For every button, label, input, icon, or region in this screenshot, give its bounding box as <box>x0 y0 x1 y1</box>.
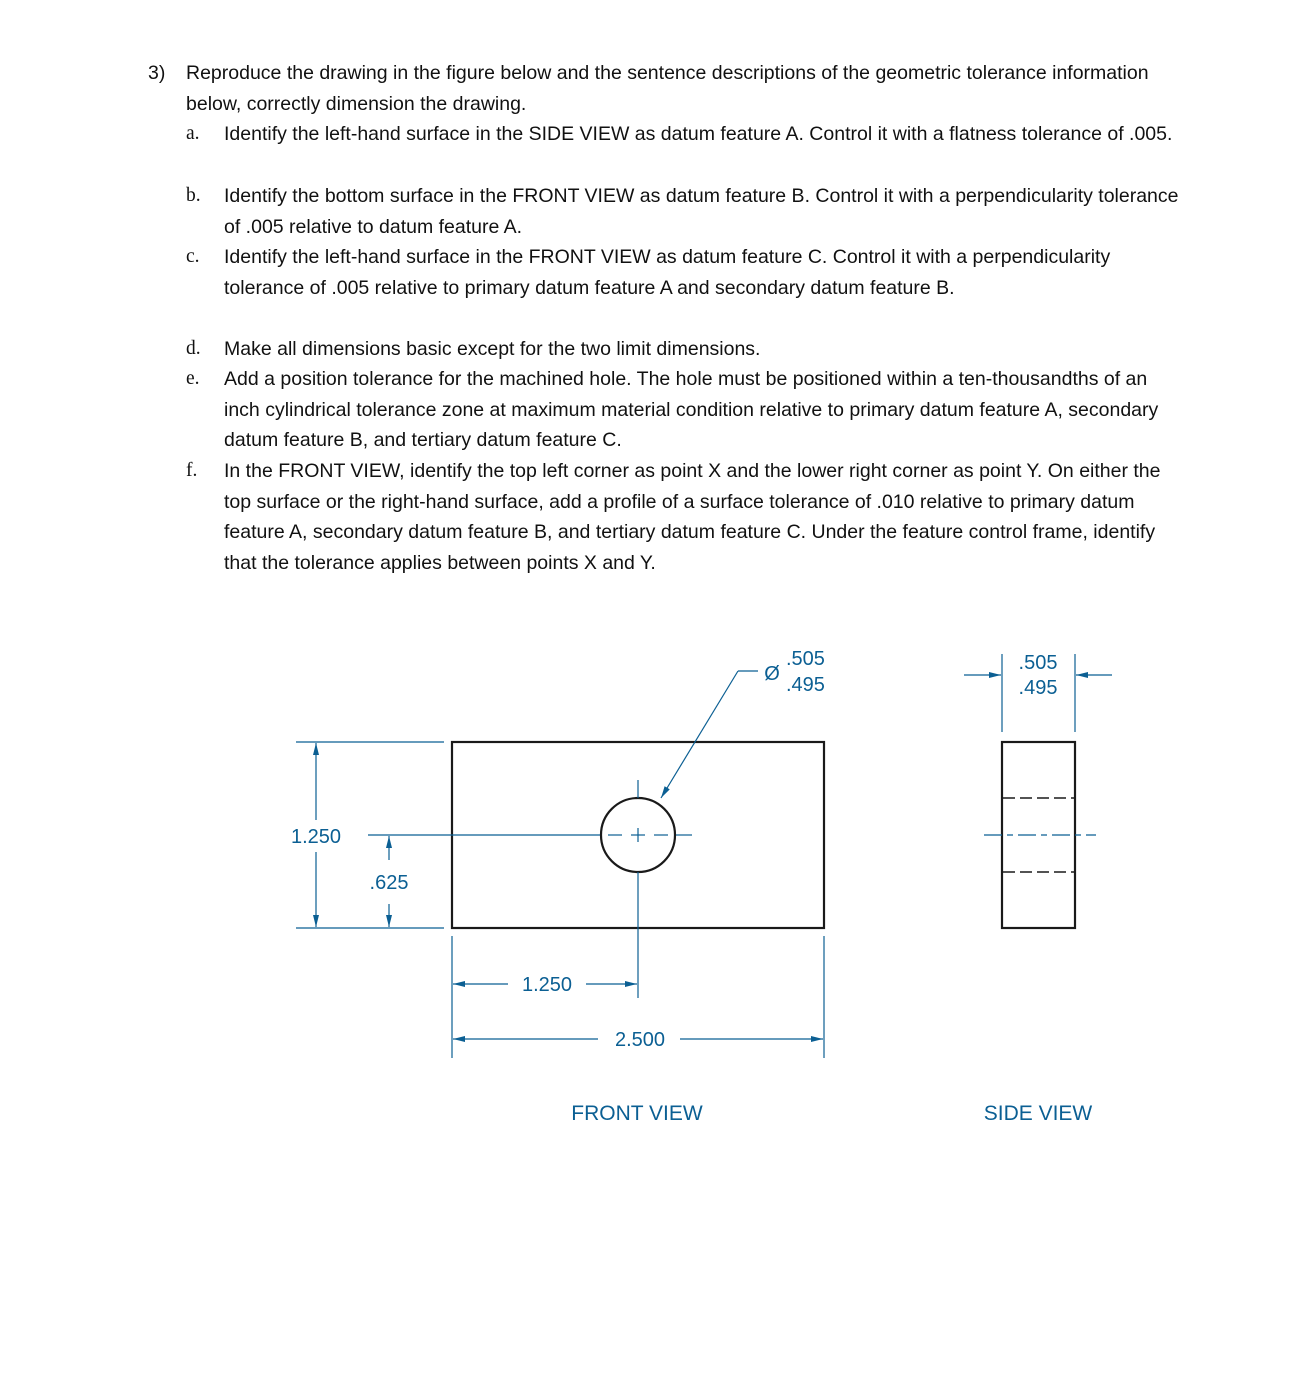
diameter-lower-limit: .495 <box>786 674 825 696</box>
thickness-upper-limit: .505 <box>1018 652 1058 674</box>
item-text: In the FRONT VIEW, identify the top left corner as point X and the lower right corner as point Y. On either the top surface or the right-hand surface, add a profile of a surface tolerance of .010 relative to primary datum feature A, secondary datum feature B, and tertiary datum feature C. Under the feature control frame, identify that the tolerance applies between points X and Y. <box>224 460 1161 574</box>
leader-line <box>661 671 738 798</box>
item-letter: c. <box>186 246 200 267</box>
item-text: Add a position tolerance for the machined hole. The hole must be positioned within a ten-thousandths of an inch cylindrical tolerance zone at maximum material condition relative to primary datum feature A, secondary datum feature B, and tertiary datum feature C. <box>224 368 1159 452</box>
diameter-symbol: Ø <box>764 663 780 685</box>
hole-x-value: 1.250 <box>521 974 573 996</box>
thickness-lower-limit: .495 <box>1018 677 1058 699</box>
item-text: Identify the left-hand surface in the FRONT VIEW as datum feature C. Control it with a perpendicularity tolerance of .005 relative to primary datum feature A and secondary datum feature B. <box>224 246 1111 299</box>
side-view-label: SIDE VIEW <box>983 1102 1093 1125</box>
hole-diameter-callout <box>661 648 825 798</box>
item-letter: b. <box>186 185 201 206</box>
front-view <box>368 742 824 998</box>
hole-x-dimension <box>452 936 637 1058</box>
item-letter: e. <box>186 368 200 389</box>
item-text: Make all dimensions basic except for the two limit dimensions. <box>224 338 761 360</box>
width-value: 2.500 <box>614 1029 666 1051</box>
hole-height-dimension <box>370 836 409 927</box>
item-letter: a. <box>186 123 200 144</box>
item-letter: f. <box>186 460 198 481</box>
front-view-label: FRONT VIEW <box>571 1102 703 1125</box>
hole-height-value: .625 <box>369 872 409 894</box>
side-view <box>964 652 1112 928</box>
question-text: Reproduce the drawing in the figure below and the sentence descriptions of the geometric tolerance information below, correctly dimension the drawing. <box>186 62 1149 115</box>
question-number: 3) <box>148 62 166 84</box>
diameter-upper-limit: .505 <box>786 648 825 670</box>
item-letter: d. <box>186 338 201 359</box>
item-text: Identify the bottom surface in the FRONT VIEW as datum feature B. Control it with a perpendicularity tolerance of .005 relative to datum feature A. <box>224 185 1179 238</box>
height-dimension-value: 1.250 <box>290 826 342 848</box>
item-text: Identify the left-hand surface in the SIDE VIEW as datum feature A. Control it with a flatness tolerance of .005. <box>224 123 1173 145</box>
